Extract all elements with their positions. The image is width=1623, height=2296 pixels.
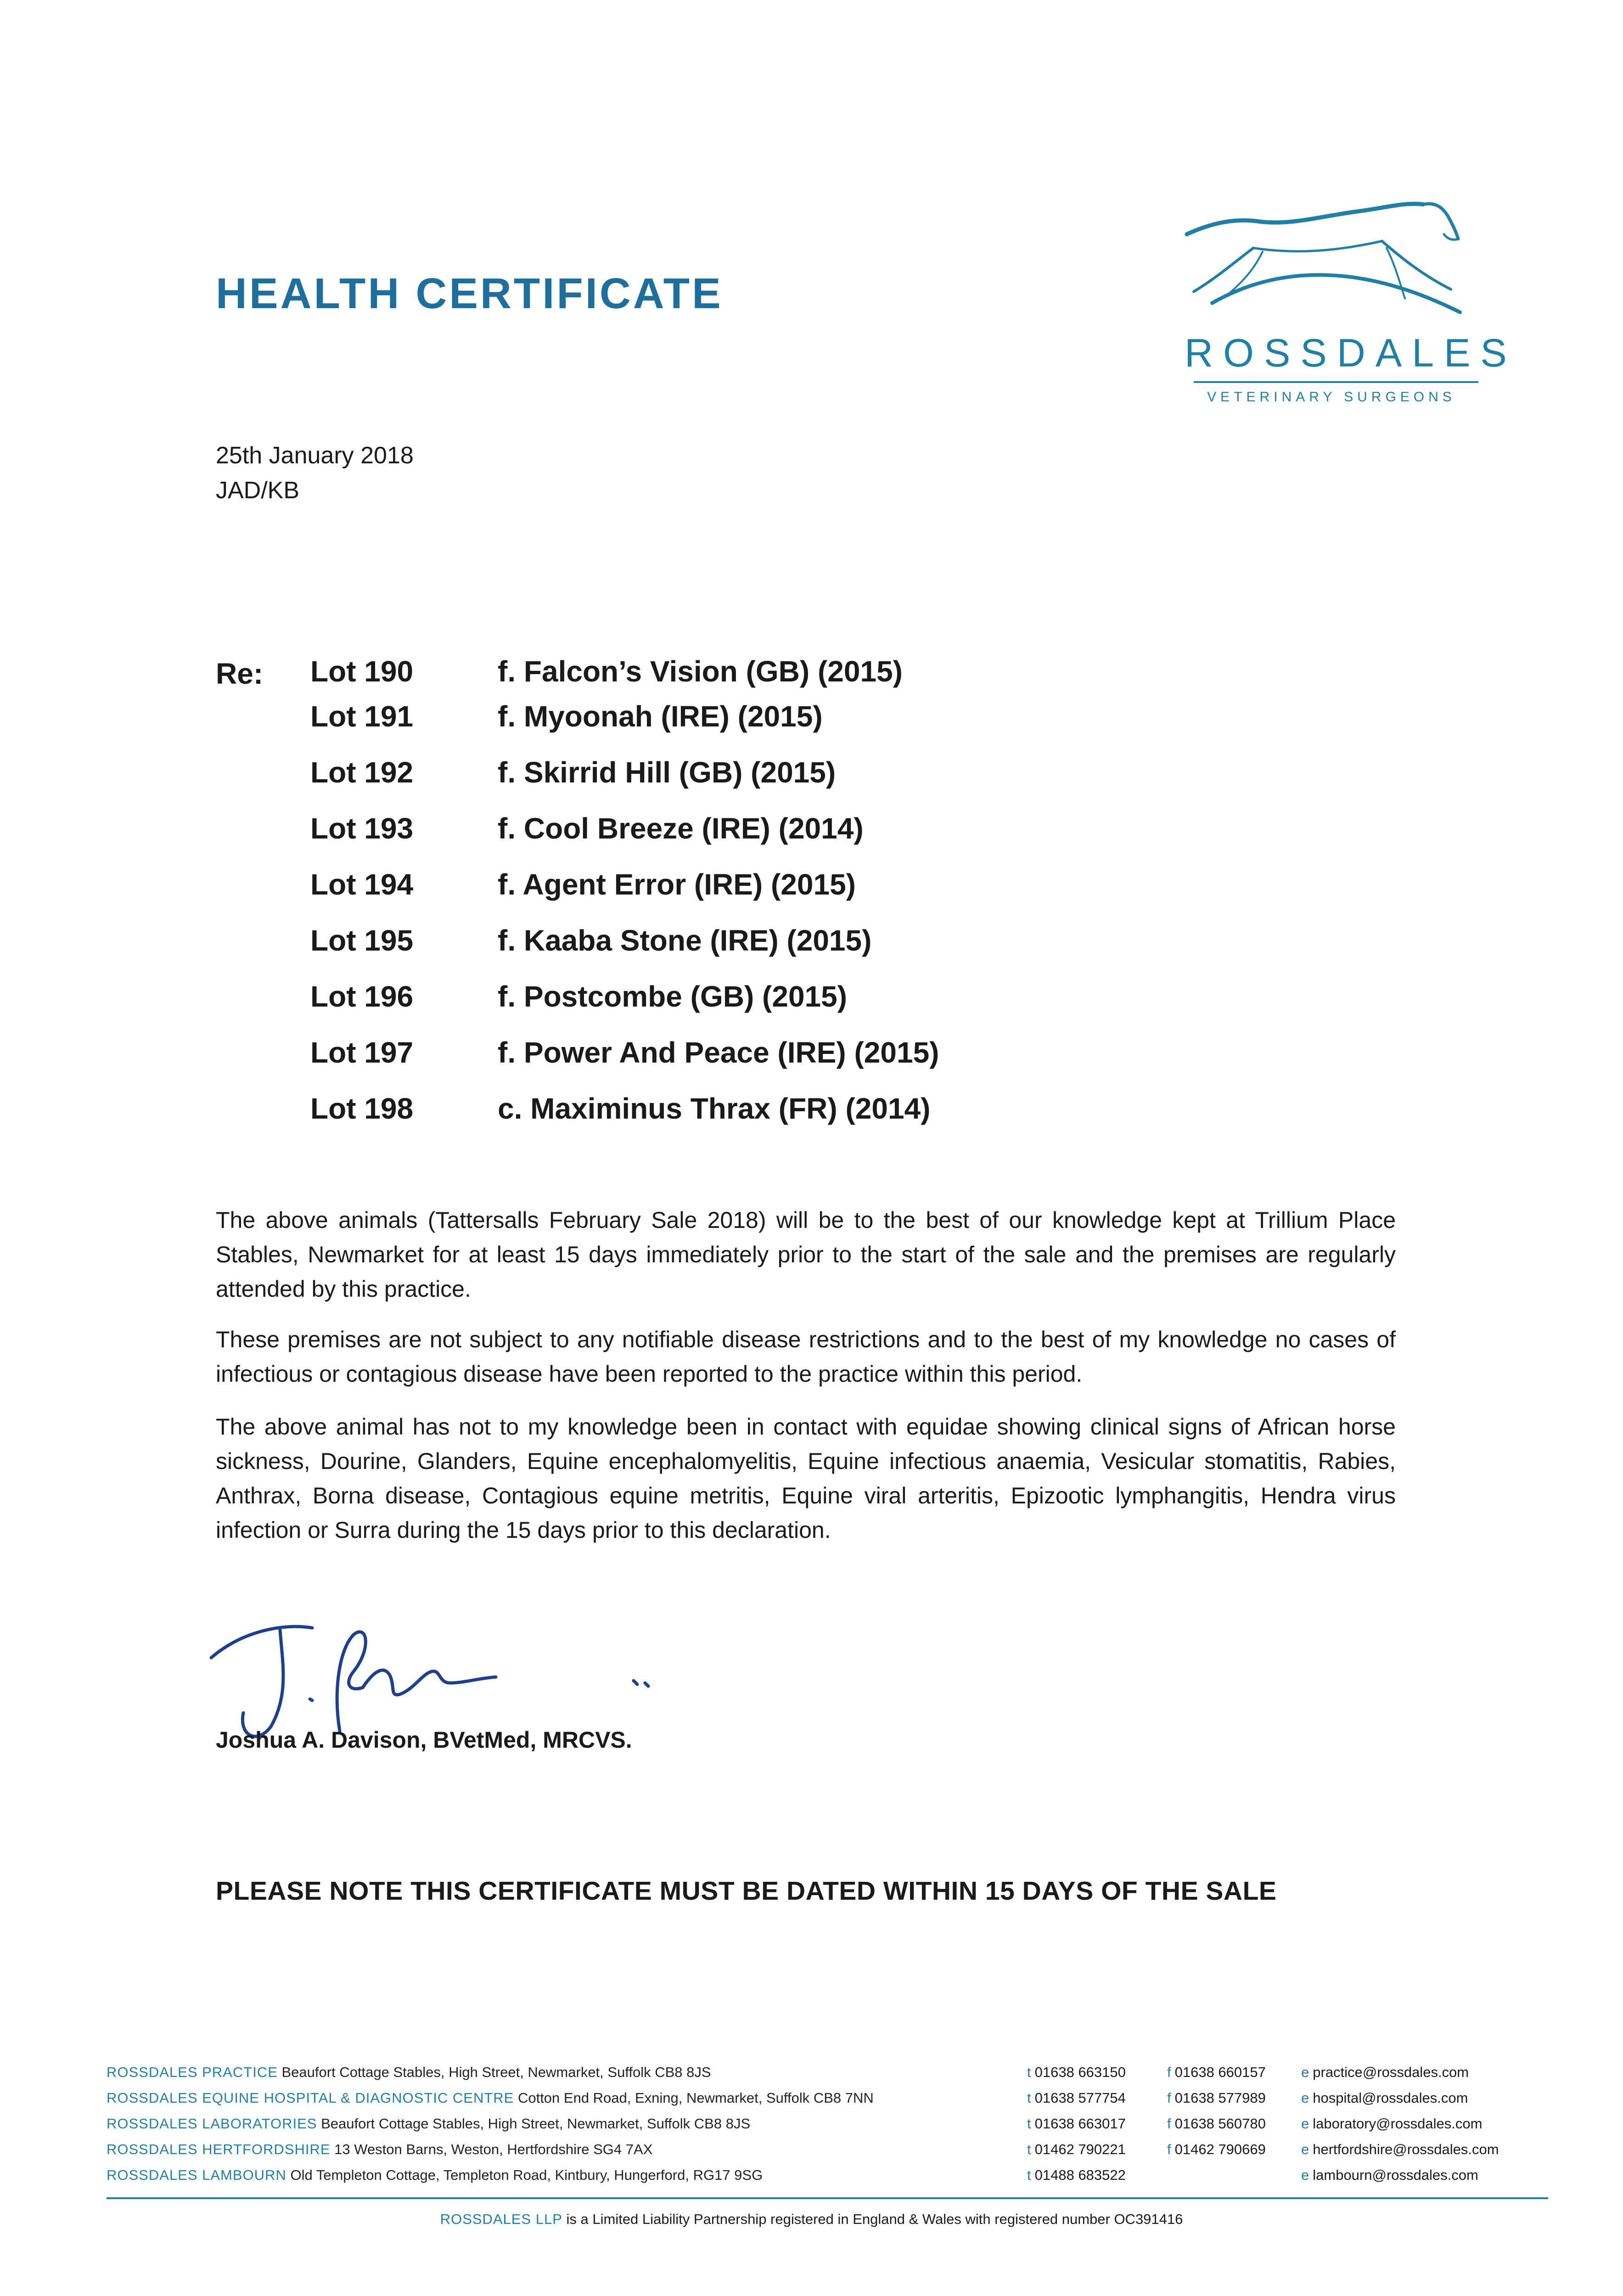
office-name: ROSSDALES PRACTICE [107,2064,278,2080]
lot-row [310,654,1183,699]
company-logo [1185,197,1517,418]
office-row [107,2167,1548,2193]
llp-notice [0,2211,1623,2228]
office-row [107,2090,1548,2116]
lot-number: Lot 195 [310,924,414,957]
paragraph-premises: The above animals (Tattersalls February Sale 2018) will be to the best of our knowledge kept at Trillium Place Stables, Newmarket for at least 15 days immediately prior to the start of the sale and the premises are regularly attended by this practice. [216,1207,1396,1302]
office-name: ROSSDALES EQUINE HOSPITAL & DIAGNOSTIC CENTRE [107,2090,514,2106]
lot-row [310,699,1183,755]
office-email: e hospital@rossdales.com [1301,2090,1468,2106]
office-name: ROSSDALES LAMBOURN [107,2167,286,2183]
signatory-name: Joshua A. Davison, BVetMed, MRCVS. [216,1727,632,1753]
office-fax: f 01462 790669 [1167,2141,1266,2157]
lot-row [310,811,1183,867]
office-fax: f 01638 660157 [1167,2064,1266,2080]
office-telephone: t 01638 663017 [1027,2116,1126,2132]
office-fax: f 01638 577989 [1167,2090,1266,2106]
lot-row [310,923,1183,979]
page-title: HEALTH CERTIFICATE [216,269,723,317]
lot-row [310,1035,1183,1092]
office-address: Beaufort Cottage Stables, High Street, Newmarket, Suffolk CB8 8JS [321,2116,751,2132]
lot-horse: f. Postcombe (GB) (2015) [498,980,848,1013]
footer-divider [107,2197,1548,2199]
lot-list [310,654,1183,1148]
lot-horse: f. Falcon’s Vision (GB) (2015) [498,655,903,688]
handwritten-signature [202,1580,698,1745]
office-address: Beaufort Cottage Stables, High Street, Newmarket, Suffolk CB8 8JS [281,2064,711,2080]
lot-number: Lot 191 [310,700,414,733]
lot-horse: f. Skirrid Hill (GB) (2015) [498,756,836,789]
certificate-note: PLEASE NOTE THIS CERTIFICATE MUST BE DATED WITHIN 15 DAYS OF THE SALE [216,1876,1277,1906]
logo-wordmark: ROSSDALES [1185,331,1517,375]
office-row [107,2141,1548,2167]
office-email: e lambourn@rossdales.com [1301,2167,1478,2183]
logo-subtitle: VETERINARY SURGEONS [1207,389,1456,405]
lot-row [310,867,1183,923]
office-address: 13 Weston Barns, Weston, Hertfordshire SG4 7AX [334,2141,653,2157]
lot-row [310,979,1183,1035]
letter-reference: JAD/KB [216,477,300,504]
lot-number: Lot 198 [310,1092,414,1125]
office-email: e practice@rossdales.com [1301,2064,1469,2080]
lot-row [310,755,1183,811]
lot-row [310,1092,1183,1148]
office-address: Old Templeton Cottage, Templeton Road, Kintbury, Hungerford, RG17 9SG [290,2167,763,2183]
lot-horse: f. Cool Breeze (IRE) (2014) [498,812,864,845]
office-address: Cotton End Road, Exning, Newmarket, Suffolk CB8 7NN [517,2090,874,2106]
lot-number: Lot 190 [310,655,414,688]
lot-number: Lot 192 [310,756,414,789]
lot-number: Lot 194 [310,868,414,901]
office-email: e laboratory@rossdales.com [1301,2116,1483,2132]
footer-offices [107,2064,1548,2193]
paragraph-diseases: The above animal has not to my knowledge been in contact with equidae showing clinical signs of African horse sickness, Dourine, Glanders, Equine encephalomyelitis, Equine infectious anaemia, Vesicular stomatitis, Rabies, Anthrax, Borna disease, Contagious equine metritis, Equine viral arteritis, Epizootic lymphangitis, Hendra virus infection or Surra during the 15 days prior to this declaration. [216,1414,1396,1543]
llp-registration: is a Limited Liability Partnership registered in England & Wales with registered number OC391416 [566,2211,1183,2227]
lot-horse: f. Myoonah (IRE) (2015) [498,700,823,733]
office-telephone: t 01638 577754 [1027,2090,1126,2106]
lot-horse: f. Agent Error (IRE) (2015) [498,868,856,901]
office-telephone: t 01462 790221 [1027,2141,1126,2157]
office-row [107,2064,1548,2090]
lot-horse: f. Kaaba Stone (IRE) (2015) [498,924,872,957]
office-name: ROSSDALES LABORATORIES [107,2116,317,2132]
lot-number: Lot 196 [310,980,414,1013]
horse-logo-icon [1185,197,1488,335]
llp-name: ROSSDALES LLP [440,2211,562,2227]
office-telephone: t 01488 683522 [1027,2167,1126,2183]
re-label: Re: [216,657,264,690]
letter-date: 25th January 2018 [216,442,414,469]
lot-horse: c. Maximinus Thrax (FR) (2014) [498,1092,931,1125]
office-row [107,2116,1548,2141]
office-name: ROSSDALES HERTFORDSHIRE [107,2141,331,2157]
lot-horse: f. Power And Peace (IRE) (2015) [498,1036,939,1069]
lot-number: Lot 197 [310,1036,414,1069]
paragraph-restrictions: These premises are not subject to any notifiable disease restrictions and to the best of my knowledge no cases of infectious or contagious disease have been reported to the practice within this period. [216,1327,1396,1387]
logo-divider [1194,381,1478,383]
office-email: e hertfordshire@rossdales.com [1301,2141,1499,2157]
office-telephone: t 01638 663150 [1027,2064,1126,2080]
lot-number: Lot 193 [310,812,414,845]
office-fax: f 01638 560780 [1167,2116,1266,2132]
